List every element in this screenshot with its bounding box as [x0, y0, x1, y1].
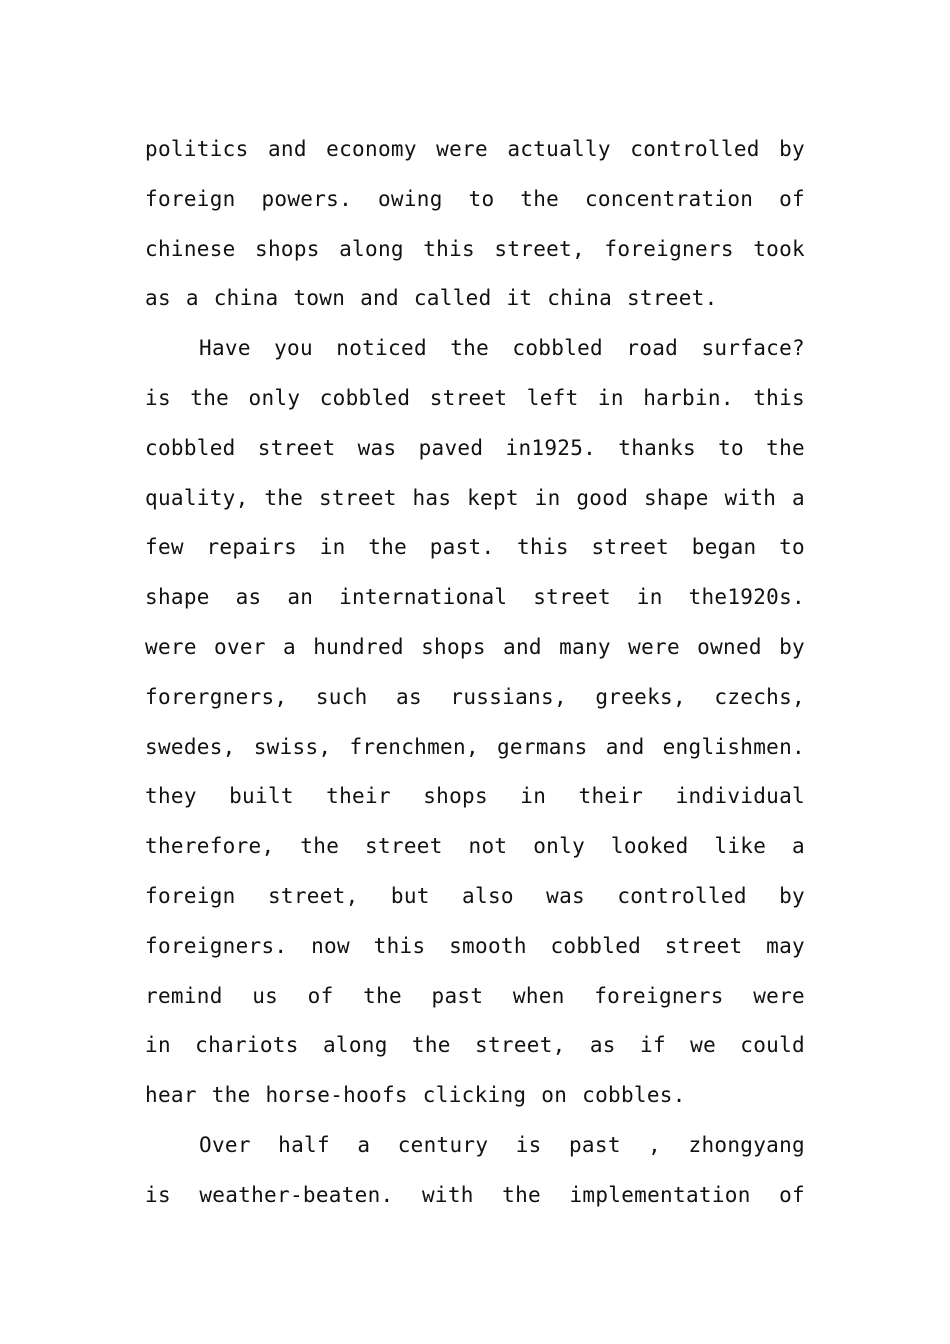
text-line: foreign street, but also was controlled by — [145, 883, 805, 908]
text-line: chinese shops along this street, foreigners took — [145, 236, 805, 261]
text-line: foreigners. now this smooth cobbled street may — [145, 933, 805, 958]
paragraph — [145, 324, 805, 1121]
text-line: Over half a century is past , zhongyang — [199, 1132, 805, 1157]
text-line: were over a hundred shops and many were owned by — [145, 634, 805, 659]
text-line: hear the horse-hoofs clicking on cobbles. — [145, 1083, 686, 1108]
text-line: in chariots along the street, as if we could — [145, 1033, 805, 1058]
paragraph — [145, 1121, 805, 1221]
text-line: swedes, swiss, frenchmen, germans and englishmen. — [145, 734, 805, 759]
text-line: few repairs in the past. this street began to — [145, 535, 805, 560]
text-line: is weather-beaten. with the implementation of — [145, 1182, 805, 1207]
text-line: Have you noticed the cobbled road surface? — [199, 336, 805, 361]
text-line: cobbled street was paved in1925. thanks to the — [145, 435, 805, 460]
text-line: they built their shops in their individual — [145, 784, 805, 809]
text-line: foreign powers. owing to the concentration of — [145, 186, 805, 211]
text-line: politics and economy were actually controlled by — [145, 137, 805, 161]
text-line: quality, the street has kept in good shape with a — [145, 485, 805, 510]
text-line: remind us of the past when foreigners were — [145, 983, 805, 1008]
text-line: therefore, the street not only looked like a — [145, 834, 805, 859]
body-text — [145, 125, 805, 1221]
text-line: as a china town and called it china street. — [145, 286, 718, 311]
text-line: is the only cobbled street left in harbin. this — [145, 385, 805, 410]
text-line: shape as an international street in the1920s. — [145, 585, 805, 610]
text-line: forergners, such as russians, greeks, czechs, — [145, 684, 805, 709]
paragraph — [145, 125, 805, 324]
